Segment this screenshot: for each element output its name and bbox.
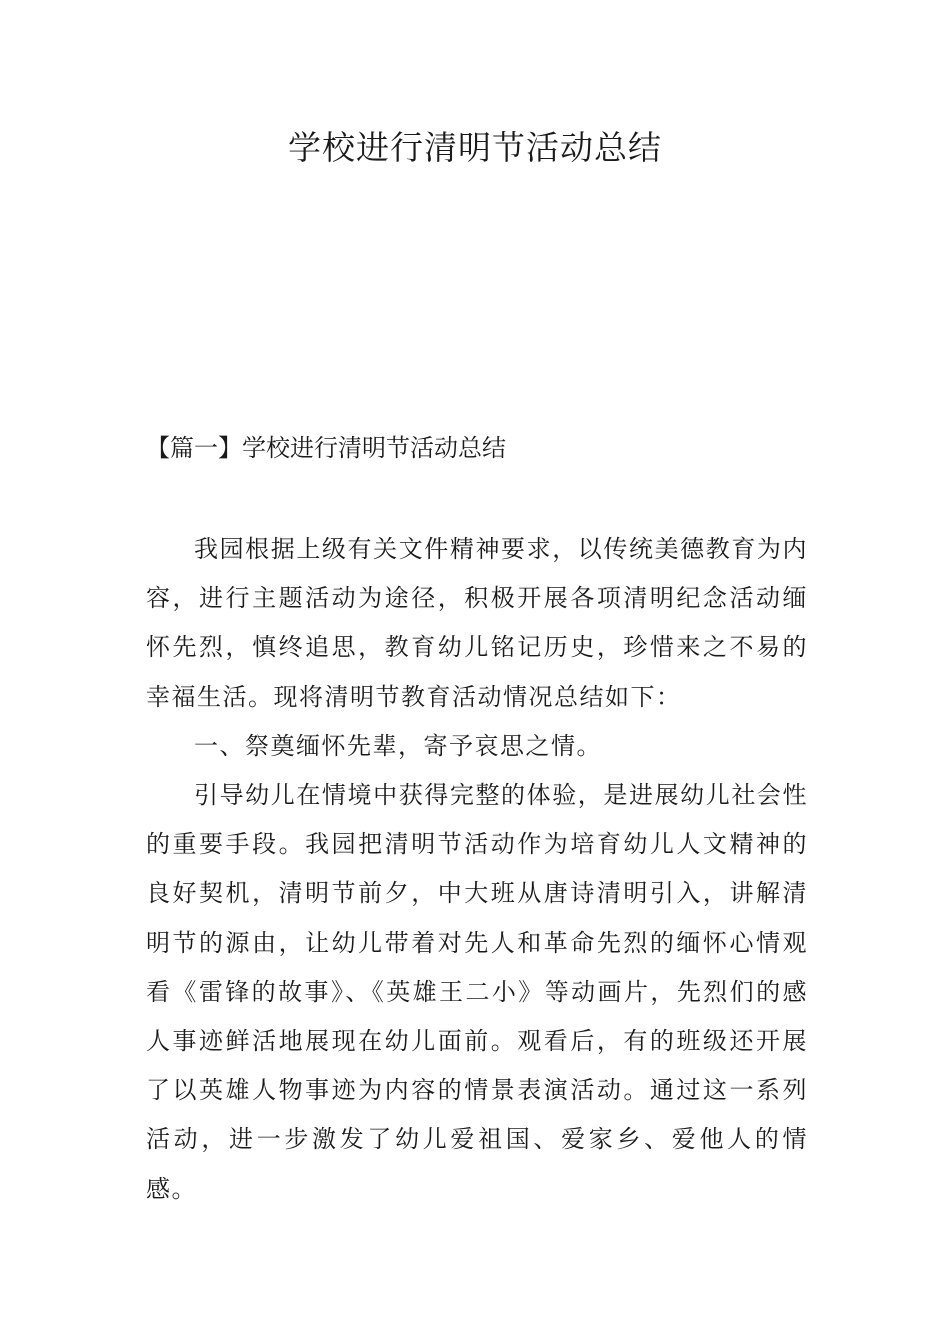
section-heading: 【篇一】学校进行清明节活动总结 — [146, 434, 506, 462]
paragraph-subheading: 一、祭奠缅怀先辈，寄予哀思之情。 — [194, 731, 602, 760]
document-body — [146, 525, 808, 1214]
paragraph-body: 引导幼儿在情境中获得完整的体验，是进展幼儿社会性的重要手段。我园把清明节活动作为培育幼儿人文精神的良好契机，清明节前夕，中大班从唐诗清明引入，讲解清明节的源由，让幼儿带着对先人和革命先烈的缅怀心情观看《雷锋的故事》、《英雄王二小》等动画片，先烈们的感人事迹鲜活地展现在幼儿面前。观看后，有的班级还开展了以英雄人物事迹为内容的情景表演活动。通过这一系列活动，进一步激发了幼儿爱祖国、爱家乡、爱他人的情感。 — [146, 781, 808, 1203]
document-title: 学校进行清明节活动总结 — [288, 128, 662, 167]
paragraph-intro: 我园根据上级有关文件精神要求，以传统美德教育为内容，进行主题活动为途径，积极开展各项清明纪念活动缅怀先烈，慎终追思，教育幼儿铭记历史，珍惜来之不易的幸福生活。现将清明节教育活动情况总结如下： — [146, 535, 808, 711]
